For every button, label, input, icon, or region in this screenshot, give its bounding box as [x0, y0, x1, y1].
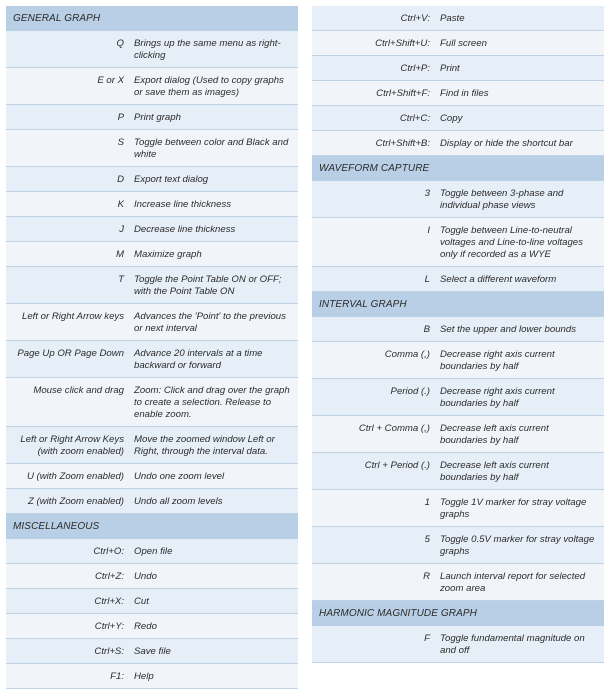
shortcut-description: Toggle the Point Table ON or OFF; with the Point Table ON	[134, 274, 282, 297]
shortcut-key: Left or Right Arrow Keys (with zoom enabled)	[20, 434, 124, 457]
shortcut-key: Z (with Zoom enabled)	[28, 496, 124, 507]
shortcut-description: Copy	[440, 113, 463, 124]
shortcut-row	[6, 539, 298, 564]
shortcut-description: Advances the 'Point' to the previous or next interval	[134, 311, 286, 334]
shortcut-description: Undo all zoom levels	[134, 496, 223, 507]
shortcut-description: Move the zoomed window Left or Right, through the interval data.	[134, 434, 275, 457]
shortcut-key: R	[423, 571, 430, 582]
shortcut-row	[6, 427, 298, 464]
shortcut-list	[6, 539, 298, 689]
shortcut-key: 5	[424, 534, 430, 545]
shortcut-key: L	[424, 274, 430, 285]
shortcut-description: Brings up the same menu as right-clicking	[134, 38, 281, 61]
shortcut-key: Ctrl + Period (.)	[364, 460, 430, 471]
shortcut-row	[312, 527, 604, 564]
shortcut-description: Export dialog (Used to copy graphs or save them as images)	[134, 75, 284, 98]
shortcut-row	[312, 453, 604, 490]
shortcut-description: Toggle 1V marker for stray voltage graphs	[440, 497, 587, 520]
shortcut-key: Left or Right Arrow keys	[21, 311, 124, 322]
right-column	[312, 6, 604, 663]
shortcut-row	[6, 464, 298, 489]
shortcut-list	[312, 626, 604, 663]
shortcut-key: Page Up OR Page Down	[17, 348, 124, 359]
shortcut-row	[312, 564, 604, 601]
shortcut-row	[6, 378, 298, 427]
shortcut-row	[6, 192, 298, 217]
shortcut-row	[6, 242, 298, 267]
shortcut-key: M	[116, 249, 124, 260]
shortcut-row	[312, 626, 604, 663]
shortcut-key: Ctrl+O:	[93, 546, 124, 557]
shortcut-row	[312, 56, 604, 81]
shortcut-key: Ctrl+C:	[399, 113, 430, 124]
section-header-waveform-capture: WAVEFORM CAPTURE	[312, 156, 604, 181]
shortcut-row	[312, 218, 604, 267]
shortcut-description: Decrease left axis current boundaries by half	[440, 460, 549, 483]
shortcut-key: Ctrl+Y:	[94, 621, 124, 632]
shortcut-key: T	[118, 274, 124, 285]
shortcut-key: Ctrl+X:	[94, 596, 124, 607]
shortcut-key: S	[117, 137, 124, 148]
shortcut-description: Toggle fundamental magnitude on and off	[440, 633, 585, 656]
shortcut-description: Paste	[440, 13, 465, 24]
shortcut-description: Undo	[134, 571, 157, 582]
shortcut-list	[312, 181, 604, 292]
shortcut-description: Maximize graph	[134, 249, 202, 260]
shortcut-description: Redo	[134, 621, 157, 632]
shortcut-description: Find in files	[440, 88, 489, 99]
shortcut-description: Advance 20 intervals at a time backward or forward	[134, 348, 263, 371]
shortcut-row	[6, 217, 298, 242]
left-column	[6, 6, 298, 689]
shortcut-list	[6, 31, 298, 514]
shortcut-description: Set the upper and lower bounds	[440, 324, 577, 335]
shortcut-key: U (with Zoom enabled)	[26, 471, 124, 482]
shortcut-key: 1	[424, 497, 430, 508]
shortcut-key: Ctrl+V:	[400, 13, 430, 24]
shortcut-description: Open file	[134, 546, 173, 557]
shortcut-description: Zoom: Click and drag over the graph to create a selection. Release to enable zoom.	[134, 385, 290, 420]
shortcut-key: J	[119, 224, 124, 235]
shortcut-key: F1:	[110, 671, 124, 682]
section-header-harmonic-magnitude-graph: HARMONIC MAGNITUDE GRAPH	[312, 601, 604, 626]
shortcut-row	[312, 31, 604, 56]
shortcut-description: Save file	[134, 646, 171, 657]
shortcut-description: Toggle between Line-to-neutral voltages and Line-to-line voltages only if recorded as a WYE	[440, 225, 583, 260]
shortcut-row	[6, 167, 298, 192]
shortcut-row	[6, 614, 298, 639]
shortcut-row	[312, 416, 604, 453]
shortcut-description: Display or hide the shortcut bar	[440, 138, 573, 149]
shortcut-description: Full screen	[440, 38, 487, 49]
shortcut-row	[312, 131, 604, 156]
shortcut-key: Ctrl+S:	[94, 646, 124, 657]
shortcut-row	[6, 31, 298, 68]
shortcut-row	[312, 181, 604, 218]
shortcut-key: E or X	[97, 75, 124, 86]
shortcut-row	[6, 589, 298, 614]
shortcut-row	[6, 267, 298, 304]
shortcut-key: B	[423, 324, 430, 335]
shortcut-row	[6, 564, 298, 589]
section-header-miscellaneous: MISCELLANEOUS	[6, 514, 298, 539]
shortcut-description: Toggle 0.5V marker for stray voltage graphs	[440, 534, 595, 557]
shortcut-key: Q	[116, 38, 124, 49]
shortcut-row	[312, 267, 604, 292]
shortcut-key: K	[117, 199, 124, 210]
shortcut-description: Toggle between 3-phase and individual phase views	[440, 188, 564, 211]
shortcut-description: Cut	[134, 596, 149, 607]
shortcut-row	[312, 317, 604, 342]
shortcut-key: Mouse click and drag	[33, 385, 124, 396]
shortcut-description: Toggle between color and Black and white	[134, 137, 289, 160]
shortcut-description: Decrease right axis current boundaries by half	[440, 386, 555, 409]
shortcut-key: Comma (,)	[384, 349, 430, 360]
shortcut-row	[312, 379, 604, 416]
shortcut-key: Ctrl+Shift+U:	[375, 38, 430, 49]
shortcut-key: Period (.)	[390, 386, 430, 397]
shortcut-description: Increase line thickness	[134, 199, 232, 210]
shortcut-row	[6, 130, 298, 167]
shortcut-description: Print graph	[134, 112, 181, 123]
shortcut-description: Export text dialog	[134, 174, 209, 185]
shortcut-row	[6, 68, 298, 105]
shortcut-description: Decrease line thickness	[134, 224, 236, 235]
shortcut-key: I	[427, 225, 430, 236]
shortcut-key: D	[117, 174, 124, 185]
shortcut-list	[312, 6, 604, 156]
shortcut-row	[6, 304, 298, 341]
shortcut-row	[6, 105, 298, 130]
shortcut-description: Print	[440, 63, 460, 74]
shortcut-key: P	[117, 112, 124, 123]
shortcut-description: Decrease right axis current boundaries by half	[440, 349, 555, 372]
shortcut-row	[6, 489, 298, 514]
shortcut-list	[312, 317, 604, 601]
shortcut-key: Ctrl+Shift+F:	[376, 88, 430, 99]
shortcut-row	[6, 639, 298, 664]
shortcut-key: F	[424, 633, 430, 644]
shortcut-key: 3	[424, 188, 430, 199]
shortcut-key: Ctrl+P:	[400, 63, 430, 74]
shortcut-row	[6, 341, 298, 378]
shortcut-row	[312, 6, 604, 31]
shortcut-key: Ctrl+Z:	[94, 571, 124, 582]
shortcut-row	[312, 81, 604, 106]
shortcut-row	[312, 490, 604, 527]
shortcut-description: Launch interval report for selected zoom area	[440, 571, 586, 594]
shortcut-key: Ctrl+Shift+B:	[375, 138, 430, 149]
shortcut-description: Decrease left axis current boundaries by half	[440, 423, 549, 446]
shortcut-row	[6, 664, 298, 689]
shortcut-key: Ctrl + Comma (,)	[358, 423, 430, 434]
shortcut-description: Help	[134, 671, 154, 682]
section-header-general-graph: GENERAL GRAPH	[6, 6, 298, 31]
shortcut-description: Select a different waveform	[440, 274, 557, 285]
shortcut-row	[312, 342, 604, 379]
section-header-interval-graph: INTERVAL GRAPH	[312, 292, 604, 317]
shortcut-row	[312, 106, 604, 131]
shortcut-description: Undo one zoom level	[134, 471, 225, 482]
